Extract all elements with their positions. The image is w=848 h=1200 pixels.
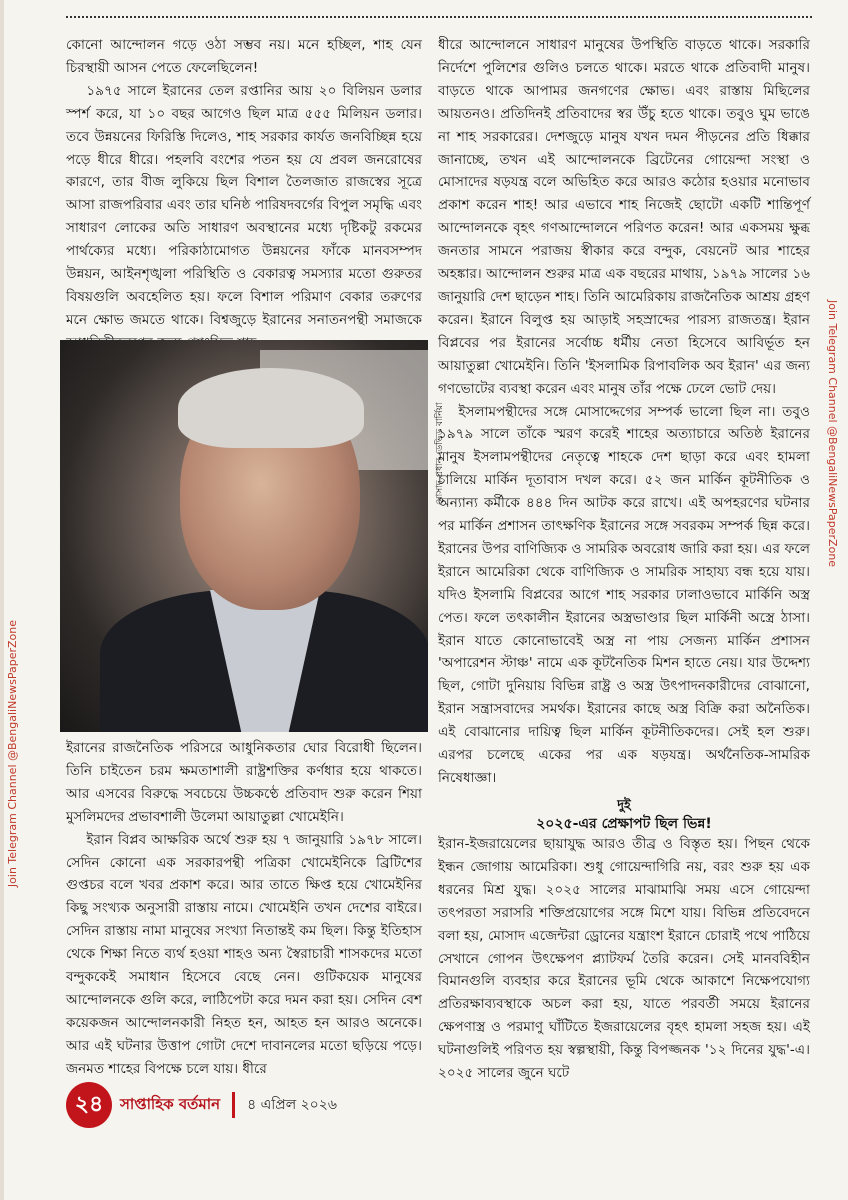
page-edge [0, 0, 4, 1200]
top-dotted-rule [66, 16, 812, 18]
paragraph: ইসলামপন্থীদের সঙ্গে মোসাদ্দেগের সম্পর্ক ভালো ছিল না। তবুও ১৯৭৯ সালে তাঁকে স্মরণ করেই শাহের অত্যাচারে অতিষ্ঠ ইরানের মানুষ ইসলামপন্থীদের নেতৃত্বে শাহকে দেশ ছাড়া করে এবং হামলা চালিয়ে মার্কিন দূতাবাস দখল করে। ৫২ জন মার্কিন কূটনীতিক ও অন্যান্য কর্মীকে ৪৪৪ দিন আটক করে রাখে। এই অপহরণের ঘটনার পর মার্কিন প্রশাসন তাৎক্ষণিক ইরানের সঙ্গে সবরকম সম্পর্ক ছিন্ন করে। ইরানের উপর বাণিজ্যিক ও সামরিক অবরোধ জারি করা হয়। এর ফলে ইরানে আমেরিকা থেকে বাণিজ্যিক ও সামরিক সাহায্য বন্ধ হয়ে যায়। যদিও ইসলামি বিপ্লবের আগে শাহ সরকার ঢালাওভাবে মার্কিনি অস্ত্র পেত। ফলে তৎকালীন ইরানের অস্ত্রভাণ্ডার ছিল মার্কিনী অস্ত্রে ঠাসা। ইরান যাতে কোনোভাবেই অস্ত্র না পায় সেজন্য মার্কিন প্রশাসন 'অপারেশন স্টাঞ্চ' নামে এক কূটনৈতিক মিশন হাতে নেয়। যার উদ্দেশ্য ছিল, গোটা দুনিয়ায় বিভিন্ন রাষ্ট্র ও অস্ত্র উৎপাদনকারীদের বোঝানো, ইরান সন্ত্রাসবাদের সমর্থক। ইরানের কাছে অস্ত্র বিক্রি করা অনৈতিক। এই বোঝানোর দায়িত্ব ছিল মার্কিন কূটনীতিকদের। সেই হল শুরু। এরপর চলেছে একের পর এক ষড়যন্ত্র। অর্থনৈতিক-সামরিক নিষেধাজ্ঞা। [438, 403, 810, 786]
paragraph: ইরান বিপ্লব আক্ষরিক অর্থে শুরু হয় ৭ জানুয়ারি ১৯৭৮ সালে। সেদিন কোনো এক সরকারপন্থী পত্রিকা খোমেইনিকে ব্রিটিশের গুপ্তচর বলে খবর প্রকাশ করে। আর তাতে ক্ষিপ্ত হয়ে খোমেইনির কিছু সংখ্যক অনুসারী রাস্তায় নামে। খোমেইনি তখন দেশের বাইরে। সেদিন রাস্তায় নামা মানুষের সংখ্যা নিতান্তই কম ছিল। কিন্তু ইতিহাস থেকে শিক্ষা নিতে ব্যর্থ হওয়া শাহও অন্য স্বৈরাচারী শাসকদের মতো বন্দুককেই সমাধান হিসেবে বেছে নেন। গুটিকয়েক মানুষের আন্দোলনকে গুলি করে, লাঠিপেটা করে দমন করা হয়। সেদিন বেশ কয়েকজন আন্দোলনকারী নিহত হন, আহত হন আরও অনেকে। আর এই ঘটনার উত্তাপ গোটা দেশে দাবানলের মতো ছড়িয়ে পড়ে। জনমত শাহের বিপক্ষে চলে যায়। ধীরে [66, 831, 422, 1077]
photo-caption: মোসাদ প্রধান ডেভিড বার্নিয়া [435, 402, 445, 505]
photo-hair [178, 368, 364, 448]
publication-date: ৪ এপ্রিল ২০২৬ [247, 1097, 337, 1113]
paragraph: কোনো আন্দোলন গড়ে ওঠা সম্ভব নয়। মনে হচ্ছিল, শাহ যেন চিরস্থায়ী আসন পেতে ফেলেছিলেন! [66, 37, 422, 76]
watermark-right: Join Telegram Channel @BengaliNewsPaperZone [826, 300, 839, 568]
publication-name: সাপ্তাহিক বর্তমান [120, 1094, 221, 1113]
paragraph: ধীরে আন্দোলনে সাধারণ মানুষের উপস্থিতি বাড়তে থাকে। সরকারি নির্দেশে পুলিশের গুলিও চলতে থাকে। মরতে থাকে প্রতিবাদী মানুষ। বাড়তে থাকে আপামর জনগণের ক্ষোভ। এবং রাস্তায় মিছিলের আয়তনও। প্রতিদিনই প্রতিবাদের স্বর উঁচু হতে থাকে। তবুও ঘুম ভাঙে না শাহ সরকারের। দেশজুড়ে মানুষ যখন দমন পীড়নের প্রতি ধিক্কার জানাচ্ছে, তখন এই আন্দোলনকে ব্রিটেনের গোয়েন্দা সংস্থা ও মোসাদের ষড়যন্ত্র বলে অভিহিত করে আরও কঠোর হওয়ার মনোভাব প্রকাশ করেন শাহ! আর এভাবে শাহ নিজেই ছোটো একটি শান্তিপূর্ণ আন্দোলনকে বৃহৎ গণআন্দোলনে পরিণত করেন! আর একসময় ক্ষুব্ধ জনতার সামনে পরাজয় স্বীকার করে বন্দুক, বেয়নেট আর শাহের অহঙ্কার। আন্দোলন শুরুর মাত্র এক বছরের মাথায়, ১৯৭৯ সালের ১৬ জানুয়ারি দেশ ছাড়েন শাহ। তিনি আমেরিকায় রাজনৈতিক আশ্রয় গ্রহণ করেন। ইরানে বিলুপ্ত হয় আড়াই সহস্রাব্দের পারস্য রাজতন্ত্র। ইরান বিপ্লবের পর ইরানের সর্বোচ্চ ধর্মীয় নেতা হিসেবে আবির্ভূত হন আয়াতুল্লা খোমেইনি। তিনি 'ইসলামিক রিপাবলিক অব ইরান' এর জন্য গণভোটের ব্যবস্থা করেন এবং মানুষ তাঁর পক্ষে ঢেলে ভোট দেয়। [438, 37, 810, 397]
article-photo [60, 340, 428, 732]
section-number: দুই [617, 798, 631, 813]
page-number-badge: ২৪ [66, 1082, 112, 1128]
left-column-top [66, 34, 422, 355]
paragraph: ১৯৭৫ সালে ইরানের তেল রপ্তানির আয় ২০ বিলিয়ন ডলার স্পর্শ করে, যা ১০ বছর আগেও ছিল মাত্র ৫৫৫ মিলিয়ন ডলার। তবে উন্নয়নের ফিরিস্তি দিলেও, শাহ সরকার কার্যত জনবিচ্ছিন্ন হয়ে পড়ে ধীরে ধীরে। পহলবি বংশের পতন হয় যে প্রবল জনরোষের কারণে, তার বীজ লুকিয়ে ছিল বিশাল তৈলজাত রাজস্বের সূত্রে আসা রাজপরিবার এবং তার ঘনিষ্ঠ পারিষদবর্গের বিপুল সমৃদ্ধি এবং সাধারণ লোকের অতি সাধারণ অবস্থানের মধ্যে দৃষ্টিকটু রকমের পার্থক্যের মধ্যে। পরিকাঠামোগত উন্নয়নের ফাঁকে মানবসম্পদ উন্নয়ন, আইনশৃঙ্খলা পরিস্থিতি ও বেকারত্ব সমস্যার মতো গুরুতর বিষয়গুলি অবহেলিত হয়। ফলে বিশাল পরিমাণ বেকার তরুণের মনে ক্ষোভ জমতে থাকে। বিশ্বজুড়ে ইরানের সনাতনপন্থী সমাজকে [66, 82, 422, 328]
paragraph: ইরানের রাজনৈতিক পরিসরে আধুনিকতার ঘোর বিরোধী ছিলেন। তিনি চাইতেন চরম ক্ষমতাশালী রাষ্ট্রশক্তির কর্ণধার হয়ে থাকতে। আর এসবের বিরুদ্ধে সবচেয়ে উচ্চকণ্ঠে প্রতিবাদ শুরু করেন শিয়া মুসলিমদের প্রভাবশালী উলেমা আয়াতুল্লা খোমেইনি। [66, 740, 422, 825]
left-column-bottom [66, 737, 422, 1081]
right-column-top [438, 34, 810, 790]
footer-divider [232, 1092, 235, 1118]
page-footer [66, 1082, 337, 1128]
paragraph: ইরান-ইজরায়েলের ছায়াযুদ্ধ আরও তীব্র ও বিস্তৃত হয়। পিছন থেকে ইন্ধন জোগায় আমেরিকা। শুধু গোয়েন্দাগিরি নয়, বরং শুরু হয় এক ধরনের মিশ্র যুদ্ধ। ২০২৫ সালের মাঝামাঝি সময় এসে গোয়েন্দা তৎপরতা সরাসরি শক্তিপ্রয়োগের সঙ্গে মিশে যায়। বিভিন্ন প্রতিবেদনে বলা হয়, মোসাদ এজেন্টরা ড্রোনের যন্ত্রাংশ ইরানে চোরাই পথে পাঠিয়ে সেখানে গোপন উৎক্ষেপণ প্ল্যাটফর্ম তৈরি করেন। সেই মানববিহীন বিমানগুলি ব্যবহার করে ইরানের ভূমি থেকে আকাশে নিক্ষেপযোগ্য প্রতিরক্ষাব্যবস্থাকে অচল করা হয়, যাতে পরবর্তী সময়ে ইরানের ক্ষেপণাস্ত্র ও পরমাণু ঘাঁটিতে ইজরায়েলের বৃহৎ হামলা সহজ হয়। এই ঘটনাগুলিই পরিণত হয় স্বল্পস্থায়ী, কিন্তু বিপজ্জনক '১২ দিনের যুদ্ধ'-এ। ২০২৫ সালের জুনে ঘটে [438, 836, 810, 1082]
watermark-left: Join Telegram Channel @BengaliNewsPaperZone [6, 620, 19, 888]
section-heading: ২০২৫-এর প্রেক্ষাপট ছিল ভিন্ন! [536, 816, 712, 832]
right-column-bottom [438, 833, 810, 1085]
